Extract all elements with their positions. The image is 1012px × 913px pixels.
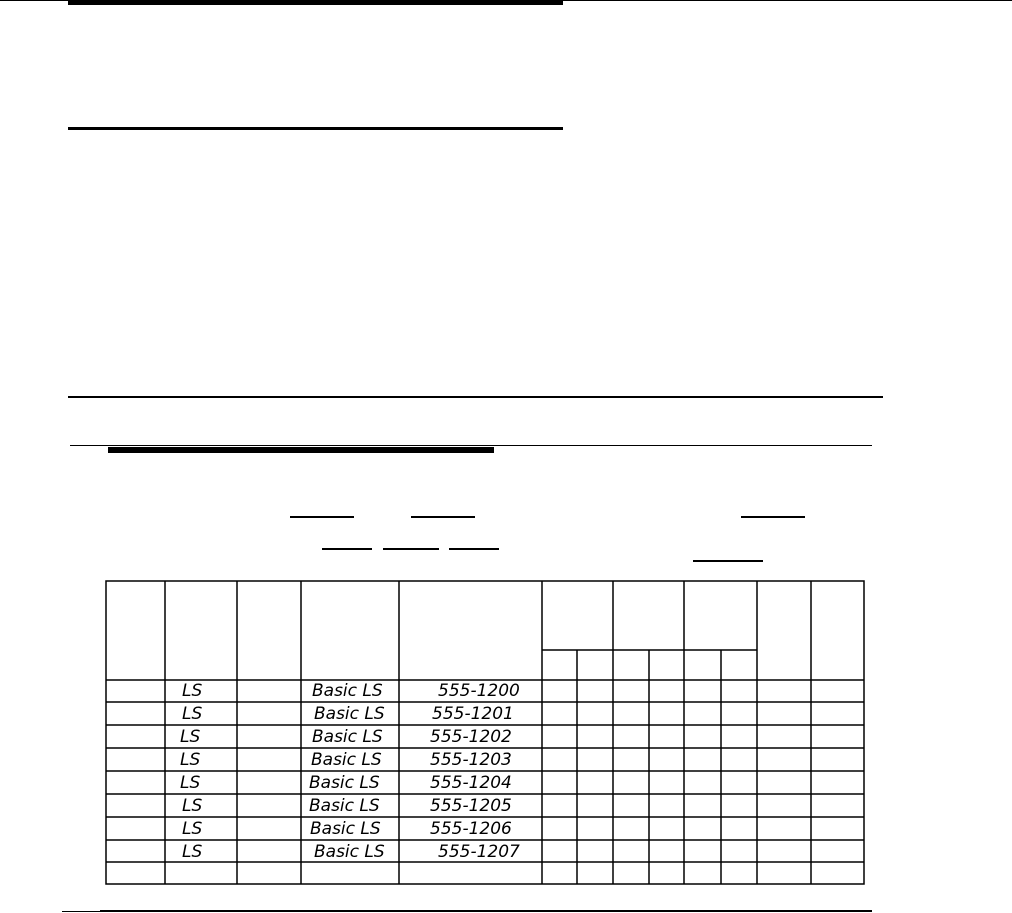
- row-3-type: LS: [180, 727, 201, 747]
- row-8-type: LS: [182, 842, 203, 862]
- row-6-number: 555-1205: [430, 796, 512, 816]
- row-5-number: 555-1204: [430, 773, 512, 793]
- blank-line-5: [383, 548, 439, 550]
- row-8-label: Basic LS: [314, 842, 385, 862]
- row-7-type: LS: [182, 819, 203, 839]
- top-thick-rule: [68, 0, 563, 5]
- blank-line-4: [322, 548, 372, 550]
- blank-line-7: [693, 560, 763, 562]
- row-5-type: LS: [180, 773, 201, 793]
- blank-line-1: [290, 516, 354, 518]
- form-header-thick-rule: [108, 447, 494, 453]
- blank-line-6: [449, 548, 499, 550]
- blank-line-3: [741, 516, 805, 518]
- row-4-type: LS: [180, 750, 201, 770]
- row-1-label: Basic LS: [312, 681, 383, 701]
- row-6-label: Basic LS: [309, 796, 380, 816]
- row-3-number: 555-1202: [430, 727, 512, 747]
- row-2-type: LS: [182, 704, 203, 724]
- row-7-number: 555-1206: [430, 819, 512, 839]
- row-5-label: Basic LS: [309, 773, 380, 793]
- form-header-thin-rule: [70, 445, 872, 446]
- row-2-number: 555-1201: [432, 704, 514, 724]
- section-rule-2: [68, 396, 883, 398]
- section-rule-1: [68, 127, 563, 130]
- row-1-type: LS: [182, 681, 203, 701]
- row-1-number: 555-1200: [438, 681, 520, 701]
- blank-line-2: [411, 516, 475, 518]
- row-4-label: Basic LS: [311, 750, 382, 770]
- bottom-rule-left: [62, 911, 100, 912]
- bottom-rule-right: [100, 910, 872, 912]
- row-4-number: 555-1203: [430, 750, 512, 770]
- row-6-type: LS: [182, 796, 203, 816]
- row-2-label: Basic LS: [314, 704, 385, 724]
- row-3-label: Basic LS: [312, 727, 383, 747]
- row-7-label: Basic LS: [310, 819, 381, 839]
- row-8-number: 555-1207: [438, 842, 520, 862]
